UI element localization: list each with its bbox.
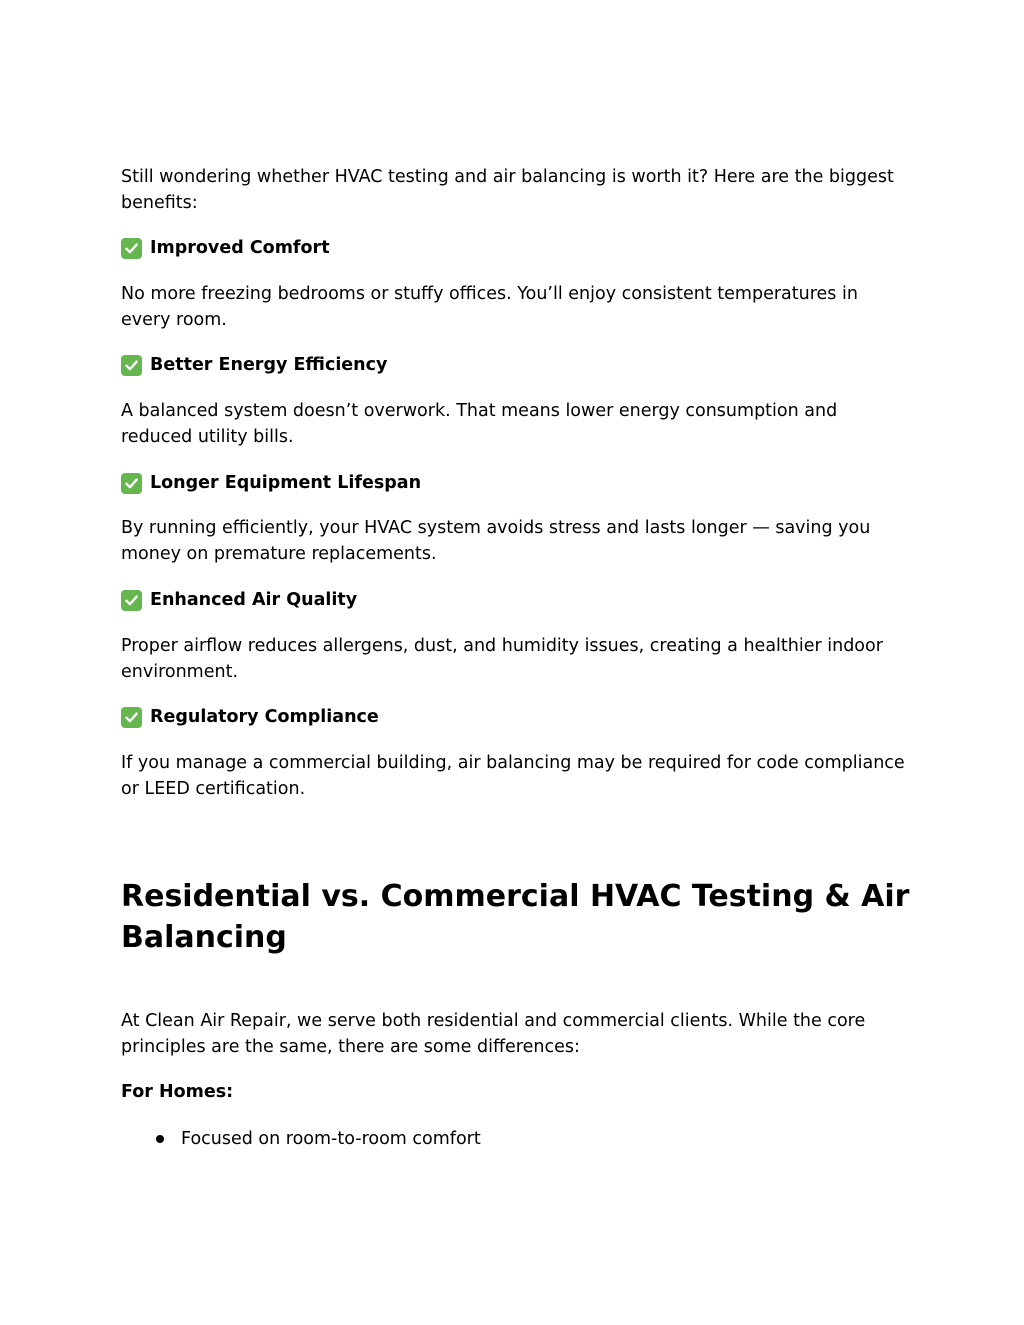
check-mark-button-icon <box>121 473 142 494</box>
homes-bullet-list <box>121 1126 481 1152</box>
list-item <box>121 1126 481 1152</box>
benefit-heading-longer-equipment-lifespan <box>121 470 421 496</box>
bullet-icon <box>156 1135 164 1143</box>
list-item-text: Focused on room-to-room comfort <box>181 1129 481 1149</box>
section-heading: Residential vs. Commercial HVAC Testing & Air Balancing <box>121 879 910 955</box>
benefit-title: Enhanced Air Quality <box>150 590 358 610</box>
benefit-text: No more freezing bedrooms or stuffy offices. You’ll enjoy consistent temperatures in every room. <box>121 284 858 330</box>
benefit-title: Longer Equipment Lifespan <box>150 473 422 493</box>
benefit-heading-enhanced-air-quality <box>121 587 357 613</box>
benefit-heading-improved-comfort <box>121 235 330 261</box>
benefit-text: Proper airflow reduces allergens, dust, and humidity issues, creating a healthier indoor environment. <box>121 636 883 682</box>
check-mark-button-icon <box>121 355 142 376</box>
for-homes-subheading: For Homes: <box>121 1082 234 1102</box>
benefit-title: Regulatory Compliance <box>150 707 379 727</box>
benefit-text: If you manage a commercial building, air balancing may be required for code compliance or LEED certification. <box>121 753 905 799</box>
check-mark-button-icon <box>121 590 142 611</box>
check-mark-button-icon <box>121 707 142 728</box>
benefit-heading-regulatory-compliance <box>121 704 379 730</box>
check-mark-button-icon <box>121 238 142 259</box>
benefit-heading-better-energy-efficiency <box>121 352 387 378</box>
section-intro-paragraph: At Clean Air Repair, we serve both residential and commercial clients. While the core principles are the same, there are some differences: <box>121 1011 866 1057</box>
benefit-title: Improved Comfort <box>150 238 330 258</box>
intro-paragraph: Still wondering whether HVAC testing and air balancing is worth it? Here are the biggest benefits: <box>121 167 894 213</box>
benefit-title: Better Energy Efficiency <box>150 355 388 375</box>
benefit-text: A balanced system doesn’t overwork. That means lower energy consumption and reduced utility bills. <box>121 401 838 447</box>
benefit-text: By running efficiently, your HVAC system avoids stress and lasts longer — saving you money on premature replacements. <box>121 518 871 564</box>
